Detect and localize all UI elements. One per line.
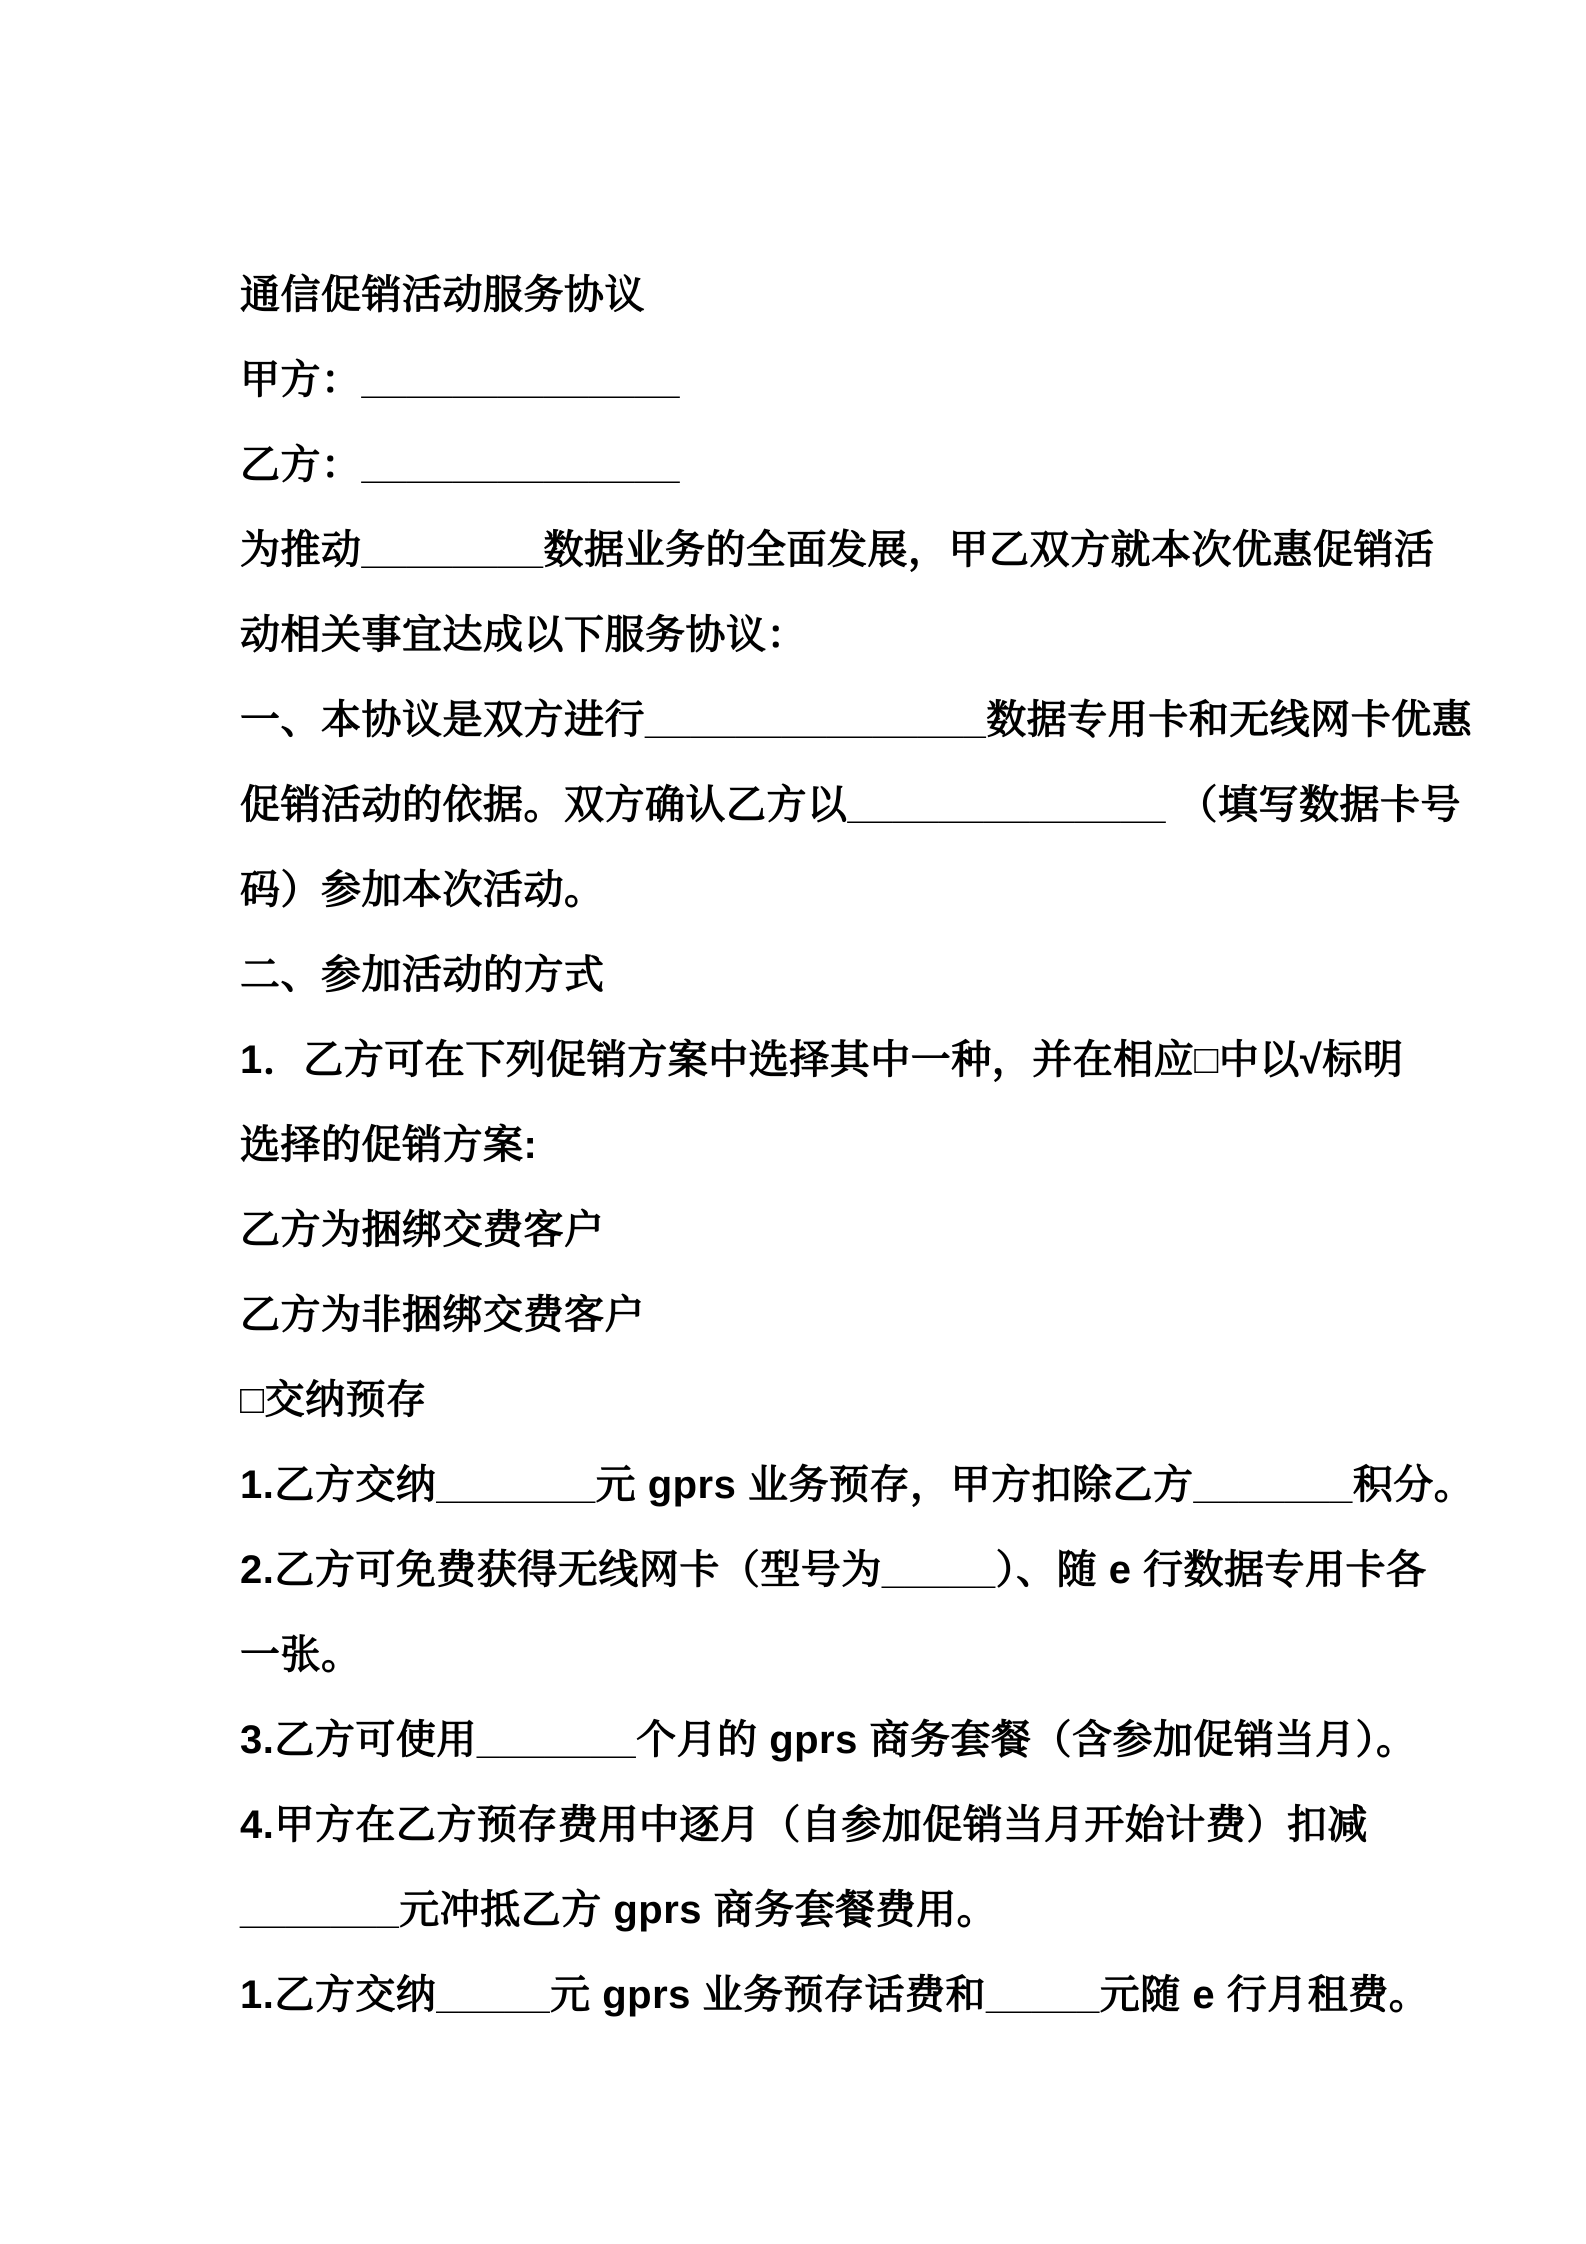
document-body [240,253,1475,2038]
section-1-line-3: 码）参加本次活动。 [240,868,605,912]
option-bundled-customer: 乙方为捆绑交费客户 [240,1208,605,1252]
section-1-line-2: 促销活动的依据。双方确认乙方以______________ （填写数据卡号 [240,783,1462,827]
checkbox-prepay-heading: □交纳预存 [240,1378,427,1422]
prepay-item-4-line-1: 4.甲方在乙方预存费用中逐月（自参加促销当月开始计费）扣减 [240,1803,1368,1847]
preamble-line-1: 为推动________数据业务的全面发展，甲乙双方就本次优惠促销活 [240,528,1435,572]
option-nonbundled-customer: 乙方为非捆绑交费客户 [240,1293,645,1337]
prepay-item-4-line-2: _______元冲抵乙方 gprs 商务套餐费用。 [240,1888,998,1932]
section-2-heading: 二、参加活动的方式 [240,953,605,997]
prepay-item-3: 3.乙方可使用_______个月的 gprs 商务套餐（含参加促销当月）。 [240,1718,1417,1762]
prepay-item-2-line-2: 一张。 [240,1633,362,1677]
prepay-item-1: 1.乙方交纳_______元 gprs 业务预存，甲方扣除乙方_______积分。 [240,1463,1475,1507]
section-1-line-1: 一、本协议是双方进行_______________数据专用卡和无线网卡优惠 [240,698,1473,742]
doc-title: 通信促销活动服务协议 [240,273,645,317]
party-b-line: 乙方：______________ [240,443,680,487]
clause-1-line-1: 1．乙方可在下列促销方案中选择其中一种，并在相应□中以√标明 [240,1038,1404,1082]
party-a-line: 甲方：______________ [240,358,680,402]
preamble-line-2: 动相关事宜达成以下服务协议： [240,613,807,657]
prepay-item-2-line-1: 2.乙方可免费获得无线网卡（型号为_____）、随 e 行数据专用卡各 [240,1548,1427,1592]
clause-1-line-2: 选择的促销方案: [240,1123,538,1167]
alt-prepay-item-1: 1.乙方交纳_____元 gprs 业务预存话费和_____元随 e 行月租费。 [240,1973,1430,2017]
